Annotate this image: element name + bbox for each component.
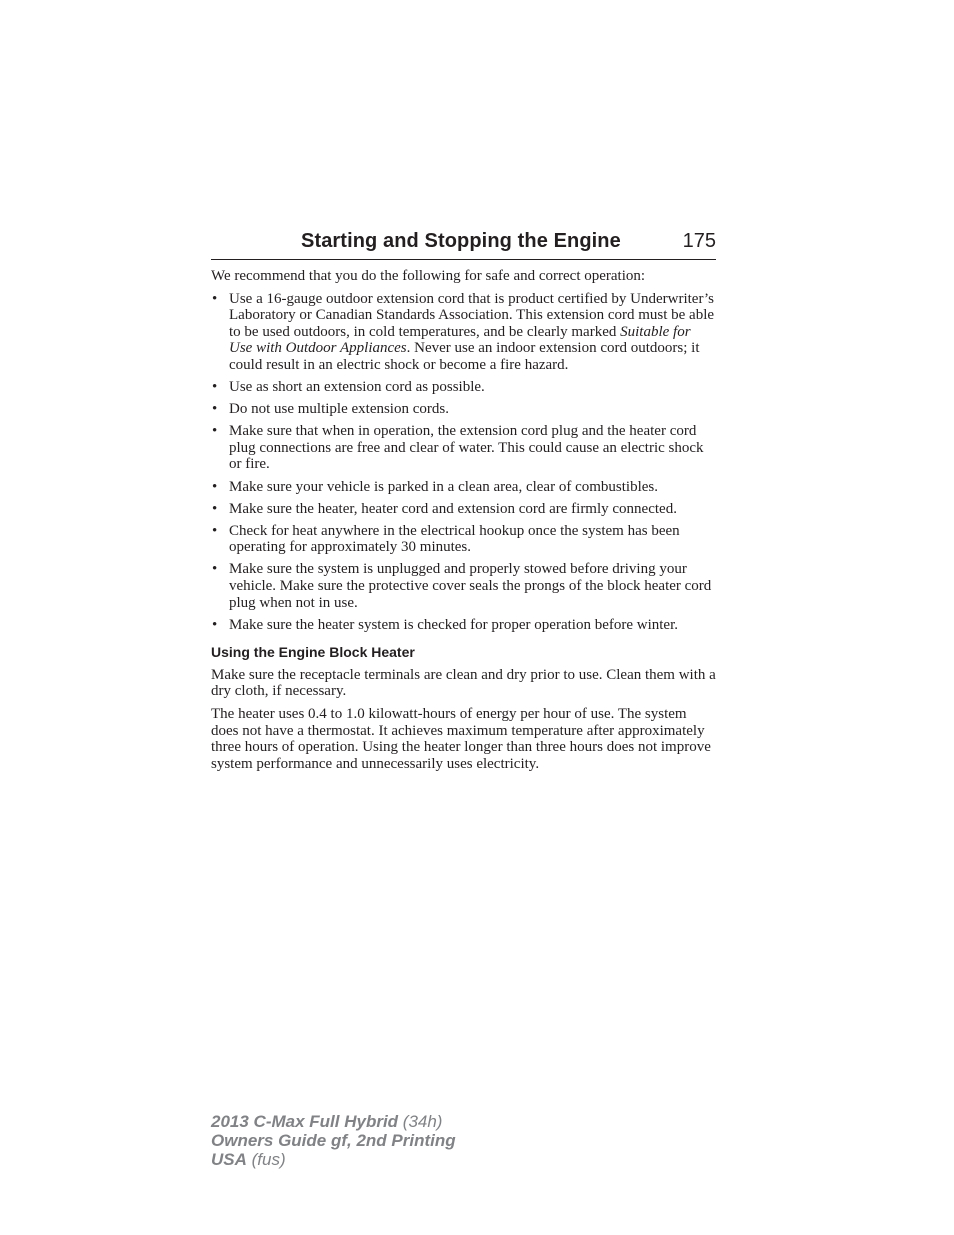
list-item xyxy=(211,479,717,496)
section-paragraph: The heater uses 0.4 to 1.0 kilowatt-hours of energy per hour of use. The system does not have a thermostat. It achieves maximum temperature after approximately three hours of operation. Using the heater longer than three hours does not improve system performance and unnecessarily uses electricity. xyxy=(211,706,711,772)
list-item-text: Make sure the heater, heater cord and extension cord are firmly connected. xyxy=(229,500,677,517)
list-item xyxy=(211,423,717,473)
bullet-icon: • xyxy=(212,500,218,517)
bullet-icon: • xyxy=(212,478,218,495)
bullet-icon: • xyxy=(212,423,218,440)
main-content xyxy=(211,268,717,778)
list-item-text: Make sure your vehicle is parked in a clean area, clear of combustibles. xyxy=(229,478,658,495)
footer-market: USA xyxy=(211,1150,247,1169)
list-item xyxy=(211,561,717,611)
list-item-text: . Never use an indoor extension cord outdoors; it could result in an electric shock or become a fire hazard. xyxy=(229,340,700,373)
page-number: 175 xyxy=(682,230,716,252)
list-item-text: Make sure the system is unplugged and properly stowed before driving your vehicle. Make sure the protective cover seals the prongs of the block heater cord plug when not in use. xyxy=(229,561,712,611)
section-heading: Using the Engine Block Heater xyxy=(211,644,415,661)
list-item-text: Use a 16-gauge outdoor extension cord that is product certified by Underwriter’s Laboratory or Canadian Standards Association. This extension cord must be able to be used outdoors, in cold temperatures, and be clearly marked xyxy=(229,290,715,340)
footer-market-code: (fus) xyxy=(246,1150,286,1169)
bullet-icon: • xyxy=(212,379,218,396)
footer-model: 2013 C-Max Full Hybrid xyxy=(211,1112,399,1131)
safety-bullet-list xyxy=(211,291,717,634)
page-header xyxy=(211,228,716,260)
list-item xyxy=(211,523,717,556)
list-item-text: Make sure that when in operation, the extension cord plug and the heater cord plug connections are free and clear of water. This could cause an electric shock or fire. xyxy=(229,423,704,473)
bullet-icon: • xyxy=(212,616,218,633)
list-item xyxy=(211,379,717,396)
list-item-text: Check for heat anywhere in the electrical hookup once the system has been operating for approximately 30 minutes. xyxy=(229,522,680,556)
page-footer xyxy=(211,1112,456,1169)
footer-guide: Owners Guide gf, 2nd Printing xyxy=(211,1131,456,1150)
footer-line xyxy=(211,1131,456,1150)
list-item-text: Make sure the heater system is checked for proper operation before winter. xyxy=(229,616,678,633)
chapter-title: Starting and Stopping the Engine xyxy=(301,230,621,252)
list-item-emphasis: Suitable for Use with Outdoor Appliances xyxy=(229,323,691,357)
list-item-text: Do not use multiple extension cords. xyxy=(229,401,449,418)
footer-model-code: (34h) xyxy=(398,1112,443,1131)
bullet-icon: • xyxy=(212,401,218,418)
list-item-text: Use as short an extension cord as possible. xyxy=(229,379,485,396)
footer-line xyxy=(211,1150,456,1169)
list-item xyxy=(211,501,717,518)
list-item xyxy=(211,617,717,634)
intro-paragraph: We recommend that you do the following for safe and correct operation: xyxy=(211,268,646,284)
section-paragraph: Make sure the receptacle terminals are clean and dry prior to use. Clean them with a dry cloth, if necessary. xyxy=(211,666,716,700)
bullet-icon: • xyxy=(212,522,218,539)
footer-line xyxy=(211,1112,456,1131)
list-item xyxy=(211,291,717,374)
bullet-icon: • xyxy=(212,290,218,307)
list-item xyxy=(211,401,717,418)
bullet-icon: • xyxy=(212,561,218,578)
